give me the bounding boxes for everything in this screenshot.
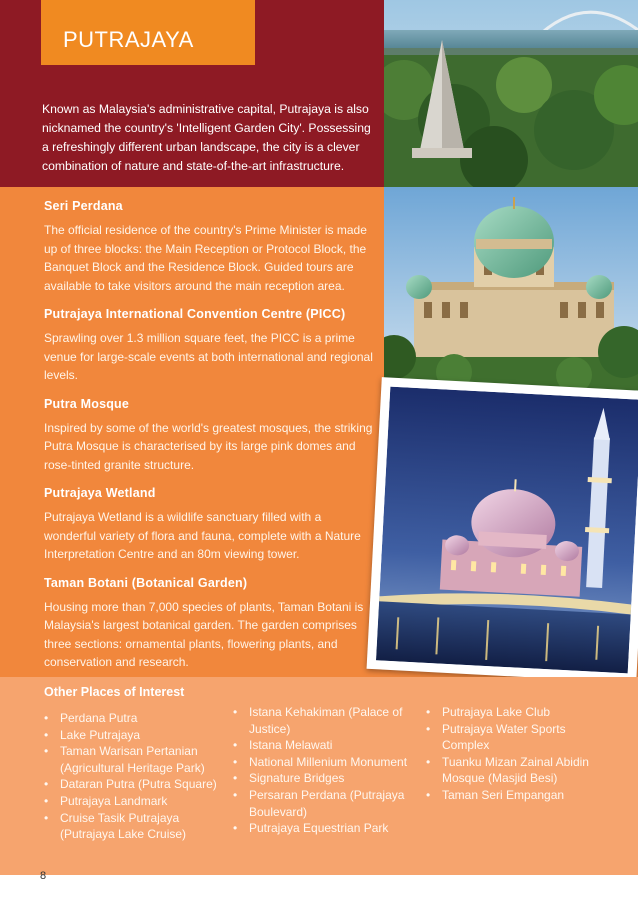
other-places-band bbox=[0, 677, 638, 875]
list-item: • Taman Seri Empangan bbox=[426, 787, 616, 804]
list-item: • Taman Warisan Pertanian (Agricultural Heritage Park) bbox=[44, 743, 224, 776]
section-heading: Seri Perdana bbox=[44, 199, 123, 213]
section-body: Housing more than 7,000 species of plants, Taman Botani is Malaysia's largest botanical garden. The garden comprises three sections: ornamental plants, flowering plants, and conservation and research. bbox=[44, 599, 364, 669]
list-item: • Tuanku Mizan Zainal Abidin Mosque (Masjid Besi) bbox=[426, 754, 616, 787]
intro-band bbox=[0, 0, 384, 187]
section-picc bbox=[44, 305, 376, 385]
section-seri-perdana bbox=[44, 197, 376, 295]
section-body: Inspired by some of the world's greatest mosques, the striking Putra Mosque is characterised by its large pink domes and rose-tinted granite structure. bbox=[44, 420, 373, 472]
list-item: • Putrajaya Landmark bbox=[44, 793, 224, 810]
other-places-list-1 bbox=[44, 710, 224, 843]
section-taman-botani bbox=[44, 574, 376, 672]
putrajaya-skyline-photo bbox=[384, 0, 638, 187]
list-item: • National Millenium Monument bbox=[233, 754, 418, 771]
list-item: • Cruise Tasik Putrajaya (Putrajaya Lake Cruise) bbox=[44, 810, 224, 843]
page-title: PUTRAJAYA bbox=[63, 27, 194, 52]
list-item: • Perdana Putra bbox=[44, 710, 224, 727]
title-box bbox=[41, 0, 255, 65]
intro-text: Known as Malaysia's administrative capital, Putrajaya is also nicknamed the country's 'Intelligent Garden City'. Possessing a refreshingly different urban landscape, the city is a clever combination of nature and state-of-the-art infrastructure. bbox=[42, 102, 371, 173]
section-body: The official residence of the country's Prime Minister is made up of three blocks: the Main Reception or Protocol Block, the Banquet Block and the Residence Block. Guided tours are available to take visitors around the main reception area. bbox=[44, 223, 367, 293]
page-number: 8 bbox=[40, 870, 47, 882]
list-item: • Persaran Perdana (Putrajaya Boulevard) bbox=[233, 787, 418, 820]
section-putra-mosque bbox=[44, 395, 376, 475]
list-item: • Lake Putrajaya bbox=[44, 727, 224, 744]
list-item: • Istana Kehakiman (Palace of Justice) bbox=[233, 704, 418, 737]
other-places-list-3 bbox=[426, 704, 616, 804]
seri-perdana-photo bbox=[384, 187, 638, 392]
section-body: Putrajaya Wetland is a wildlife sanctuary filled with a wonderful variety of flora and fauna, complete with a Nature Interpretation Centre and an 80m viewing tower. bbox=[44, 510, 361, 561]
list-item: • Signature Bridges bbox=[233, 770, 418, 787]
section-heading: Putra Mosque bbox=[44, 396, 130, 411]
other-places-list-2 bbox=[233, 704, 418, 837]
list-item: • Dataran Putra (Putra Square) bbox=[44, 776, 224, 793]
list-item: • Istana Melawati bbox=[233, 737, 418, 754]
section-heading: Putrajaya Wetland bbox=[44, 486, 156, 500]
list-item: • Putrajaya Equestrian Park bbox=[233, 820, 418, 837]
section-heading: Putrajaya International Convention Centre (PICC) bbox=[44, 307, 346, 321]
section-putrajaya-wetland bbox=[44, 484, 376, 564]
attractions-column bbox=[44, 197, 376, 682]
section-heading: Taman Botani (Botanical Garden) bbox=[44, 575, 248, 590]
list-item: • Putrajaya Water Sports Complex bbox=[426, 721, 616, 754]
other-places-heading: Other Places of Interest bbox=[44, 685, 185, 699]
section-body: Sprawling over 1.3 million square feet, the PICC is a prime venue for large-scale events at both international and regional levels. bbox=[44, 331, 373, 382]
list-item: • Putrajaya Lake Club bbox=[426, 704, 616, 721]
putra-mosque-photo bbox=[367, 377, 638, 683]
